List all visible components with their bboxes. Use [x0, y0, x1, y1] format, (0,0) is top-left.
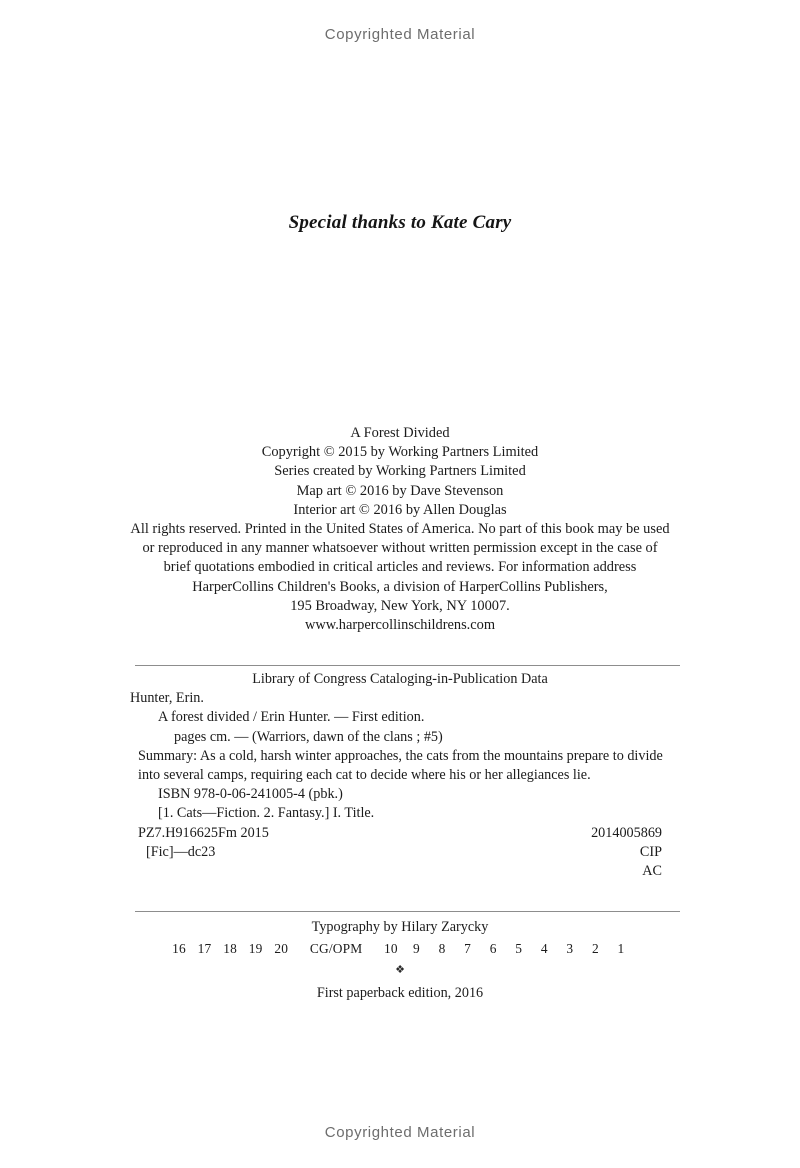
year-0: 16 [172, 941, 186, 956]
cip-label: CIP [639, 843, 662, 860]
impression-2: 8 [438, 941, 446, 956]
impression-4: 6 [489, 941, 497, 956]
publisher-address: 195 Broadway, New York, NY 10007. [290, 597, 510, 614]
impression-7: 3 [566, 941, 574, 956]
printer-imprint: CG/OPM [309, 941, 363, 956]
colophon-block [130, 918, 670, 1003]
impression-8: 2 [591, 941, 599, 956]
cip-pages: pages cm. — (Warriors, dawn of the clans ; #5) [174, 728, 443, 745]
divider-rule-top [135, 665, 680, 666]
impression-6: 4 [540, 941, 548, 956]
impression-9: 1 [617, 941, 625, 956]
cip-dewey: [Fic]—dc23 [146, 843, 216, 860]
divider-rule-bottom [135, 911, 680, 912]
edition-statement: First paperback edition, 2016 [316, 985, 484, 1001]
cip-control-number: 2014005869 [591, 824, 662, 841]
publisher-website: www.harpercollinschildrens.com [304, 617, 496, 634]
rights-paragraph: All rights reserved. Printed in the United States of America. No part of this book may be used or reproduced in any manner whatsoever without written permission except in the case of brief quotations embodied in critical articles and reviews. For information address HarperCollins Children's Books, a division of HarperCollins Publishers, [130, 521, 670, 595]
map-art-line: Map art © 2016 by Dave Stevenson [296, 482, 504, 499]
typography-credit: Typography by Hilary Zarycky [311, 919, 489, 935]
cip-summary: Summary: As a cold, harsh winter approaches, the cats from the mountains prepare to divide into several camps, requiring each cat to decide where his or her allegiances lie. [138, 747, 663, 784]
year-3: 19 [248, 941, 263, 956]
year-1: 17 [197, 941, 212, 956]
year-4: 20 [274, 941, 289, 956]
copyright-line: Copyright © 2015 by Working Partners Limited [261, 444, 539, 461]
fleuron-icon: ❖ [395, 964, 405, 976]
impression-1: 9 [413, 941, 420, 956]
cip-heading: Library of Congress Cataloging-in-Publication Data [252, 671, 548, 687]
watermark-bottom: Copyrighted Material [324, 1124, 476, 1141]
cip-title-statement: A forest divided / Erin Hunter. — First edition. [158, 709, 425, 726]
cip-call-number-row [130, 824, 670, 843]
printers-key [130, 939, 670, 958]
cip-author: Hunter, Erin. [130, 690, 204, 707]
interior-art-line: Interior art © 2016 by Allen Douglas [293, 501, 507, 518]
watermark-top: Copyrighted Material [324, 26, 476, 43]
impression-3: 7 [464, 941, 472, 956]
book-title: A Forest Divided [350, 425, 450, 441]
cip-block [130, 670, 670, 881]
cip-subjects: [1. Cats—Fiction. 2. Fantasy.] I. Title. [158, 805, 375, 822]
cip-ac-label: AC [642, 863, 662, 880]
cip-isbn: ISBN 978-0-06-241005-4 (pbk.) [158, 786, 343, 803]
copyright-block [130, 424, 670, 635]
impression-5: 5 [515, 941, 523, 956]
series-line: Series created by Working Partners Limited [274, 463, 526, 480]
cip-call-number: PZ7.H916625Fm 2015 [138, 824, 269, 841]
cip-dewey-row [130, 843, 670, 862]
impression-0: 10 [384, 941, 398, 956]
special-thanks: Special thanks to Kate Cary [288, 212, 512, 233]
year-2: 18 [223, 941, 238, 956]
